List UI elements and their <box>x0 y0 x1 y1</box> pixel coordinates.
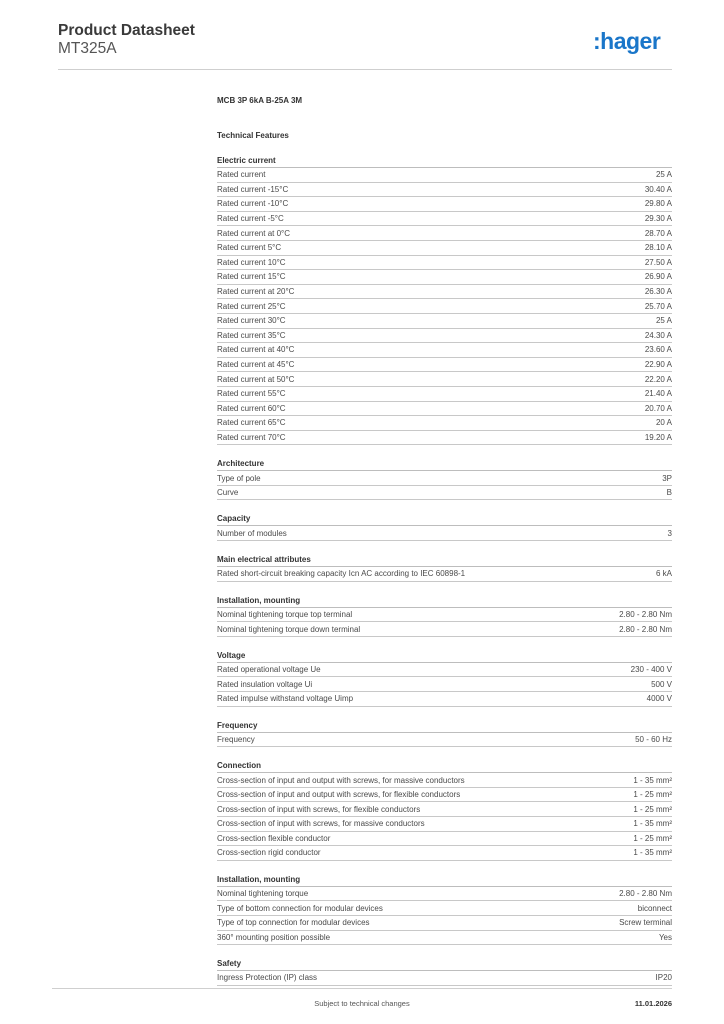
footer-note: Subject to technical changes <box>314 999 410 1008</box>
row-value: 28.70 A <box>644 228 672 238</box>
row-label: Cross-section of input and output with screws, for flexible conductors <box>217 790 461 800</box>
table-row <box>217 387 672 402</box>
row-value: 50 - 60 Hz <box>635 734 672 744</box>
row-label: Number of modules <box>217 528 287 538</box>
row-value: 25.70 A <box>644 301 672 311</box>
row-value: B <box>666 488 672 498</box>
row-label: 360° mounting position possible <box>217 932 331 942</box>
table-row <box>217 372 672 387</box>
section-title: Frequency <box>217 721 672 733</box>
row-label: Rated current 30°C <box>217 316 286 326</box>
row-value: Yes <box>658 932 672 942</box>
row-value: 3 <box>667 528 672 538</box>
row-value: 23.60 A <box>644 345 672 355</box>
table-row <box>217 733 672 748</box>
row-label: Rated current 60°C <box>217 403 286 413</box>
row-value: 29.80 A <box>644 199 672 209</box>
section-title: Connection <box>217 761 672 773</box>
row-value: 26.90 A <box>644 272 672 282</box>
table-row <box>217 567 672 582</box>
table-row <box>217 817 672 832</box>
table-row <box>217 241 672 256</box>
section <box>217 459 672 500</box>
row-label: Type of pole <box>217 473 261 483</box>
row-label: Rated current -15°C <box>217 184 289 194</box>
section <box>217 514 672 541</box>
row-label: Cross-section of input and output with screws, for massive conductors <box>217 775 465 785</box>
row-value: 1 - 35 mm² <box>633 848 672 858</box>
table-row <box>217 486 672 501</box>
table-row <box>217 832 672 847</box>
row-label: Rated current at 40°C <box>217 345 295 355</box>
row-value: Screw terminal <box>619 918 672 928</box>
row-label: Nominal tightening torque <box>217 889 309 899</box>
row-label: Rated current 65°C <box>217 418 286 428</box>
row-value: 1 - 25 mm² <box>633 804 672 814</box>
product-name: MCB 3P 6kA B-25A 3M <box>217 96 303 105</box>
section-title: Electric current <box>217 156 672 168</box>
section-title: Architecture <box>217 459 672 471</box>
table-row <box>217 526 672 541</box>
row-value: 26.30 A <box>644 287 672 297</box>
table-row <box>217 931 672 946</box>
table-row <box>217 846 672 861</box>
section-title: Installation, mounting <box>217 596 672 608</box>
row-value: 2.80 - 2.80 Nm <box>619 889 672 899</box>
table-row <box>217 212 672 227</box>
table-row <box>217 773 672 788</box>
hager-logo: :hager <box>593 28 661 54</box>
section <box>217 596 672 637</box>
table-row <box>217 677 672 692</box>
table-row <box>217 226 672 241</box>
row-label: Rated current 10°C <box>217 257 286 267</box>
row-label: Rated current 15°C <box>217 272 286 282</box>
table-row <box>217 416 672 431</box>
table-row <box>217 622 672 637</box>
row-value: 22.20 A <box>644 374 672 384</box>
table-row <box>217 802 672 817</box>
table-row <box>217 431 672 446</box>
row-label: Type of top connection for modular devices <box>217 918 370 928</box>
table-row <box>217 314 672 329</box>
row-value: 24.30 A <box>644 330 672 340</box>
table-row <box>217 916 672 931</box>
row-label: Rated short-circuit breaking capacity Icn AC according to IEC 60898-1 <box>217 569 466 579</box>
row-label: Rated current at 20°C <box>217 287 295 297</box>
table-row <box>217 168 672 183</box>
row-label: Rated current 35°C <box>217 330 286 340</box>
row-label: Rated current 5°C <box>217 243 282 253</box>
row-label: Cross-section of input with screws, for massive conductors <box>217 819 425 829</box>
row-value: 27.50 A <box>644 257 672 267</box>
row-label: Rated insulation voltage Ui <box>217 679 313 689</box>
section <box>217 959 672 986</box>
table-row <box>217 663 672 678</box>
table-row <box>217 788 672 803</box>
row-label: Rated current at 50°C <box>217 374 295 384</box>
section <box>217 875 672 945</box>
row-label: Rated current at 0°C <box>217 228 291 238</box>
row-label: Nominal tightening torque down terminal <box>217 624 361 634</box>
table-row <box>217 256 672 271</box>
row-label: Rated operational voltage Ue <box>217 665 321 675</box>
row-label: Rated current -10°C <box>217 199 289 209</box>
row-label: Cross-section of input with screws, for flexible conductors <box>217 804 421 814</box>
table-row <box>217 183 672 198</box>
row-label: Rated impulse withstand voltage Uimp <box>217 694 354 704</box>
section-title: Safety <box>217 959 672 971</box>
row-label: Rated current 25°C <box>217 301 286 311</box>
table-row <box>217 329 672 344</box>
section <box>217 156 672 445</box>
product-reference: MT325A <box>58 40 117 57</box>
table-row <box>217 971 672 986</box>
footer-date: 11.01.2026 <box>634 999 672 1008</box>
table-row <box>217 299 672 314</box>
technical-features-heading: Technical Features <box>217 131 289 140</box>
page-title: Product Datasheet <box>58 22 195 39</box>
row-value: 1 - 35 mm² <box>633 819 672 829</box>
section <box>217 651 672 707</box>
row-value: IP20 <box>655 973 672 983</box>
row-value: 1 - 25 mm² <box>633 790 672 800</box>
datasheet-content <box>217 96 672 1000</box>
feature-sections <box>217 156 672 986</box>
table-row <box>217 901 672 916</box>
row-label: Curve <box>217 488 239 498</box>
table-row <box>217 471 672 486</box>
row-label: Rated current 55°C <box>217 389 286 399</box>
table-row <box>217 608 672 623</box>
row-value: 30.40 A <box>644 184 672 194</box>
table-row <box>217 402 672 417</box>
row-label: Rated current 70°C <box>217 432 286 442</box>
row-value: 3P <box>662 473 672 483</box>
row-label: Rated current <box>217 170 266 180</box>
section <box>217 555 672 582</box>
row-value: 20 A <box>655 418 672 428</box>
row-value: 29.30 A <box>644 214 672 224</box>
row-value: 4000 V <box>646 694 672 704</box>
row-value: 500 V <box>651 679 672 689</box>
row-label: Rated current -5°C <box>217 214 284 224</box>
table-row <box>217 197 672 212</box>
table-row <box>217 270 672 285</box>
row-value: 21.40 A <box>644 389 672 399</box>
row-value: 19.20 A <box>644 432 672 442</box>
row-label: Cross-section flexible conductor <box>217 833 331 843</box>
section-title: Voltage <box>217 651 672 663</box>
row-label: Cross-section rigid conductor <box>217 848 321 858</box>
row-value: 28.10 A <box>644 243 672 253</box>
section-title: Main electrical attributes <box>217 555 672 567</box>
row-label: Rated current at 45°C <box>217 360 295 370</box>
table-row <box>217 343 672 358</box>
row-value: 1 - 25 mm² <box>633 833 672 843</box>
header-divider <box>58 69 672 70</box>
row-label: Type of bottom connection for modular devices <box>217 903 383 913</box>
row-value: 25 A <box>655 316 672 326</box>
footer-divider <box>52 988 672 989</box>
row-value: 2.80 - 2.80 Nm <box>619 624 672 634</box>
section <box>217 721 672 748</box>
row-value: 25 A <box>655 170 672 180</box>
row-label: Frequency <box>217 734 255 744</box>
row-value: 1 - 35 mm² <box>633 775 672 785</box>
section-title: Capacity <box>217 514 672 526</box>
section <box>217 761 672 861</box>
row-value: 2.80 - 2.80 Nm <box>619 609 672 619</box>
table-row <box>217 358 672 373</box>
row-value: biconnect <box>637 903 672 913</box>
table-row <box>217 887 672 902</box>
row-value: 6 kA <box>655 569 672 579</box>
table-row <box>217 692 672 707</box>
row-value: 230 - 400 V <box>630 665 672 675</box>
table-row <box>217 285 672 300</box>
section-title: Installation, mounting <box>217 875 672 887</box>
row-label: Ingress Protection (IP) class <box>217 973 318 983</box>
row-value: 20.70 A <box>644 403 672 413</box>
document-header <box>58 22 195 58</box>
row-value: 22.90 A <box>644 360 672 370</box>
row-label: Nominal tightening torque top terminal <box>217 609 353 619</box>
